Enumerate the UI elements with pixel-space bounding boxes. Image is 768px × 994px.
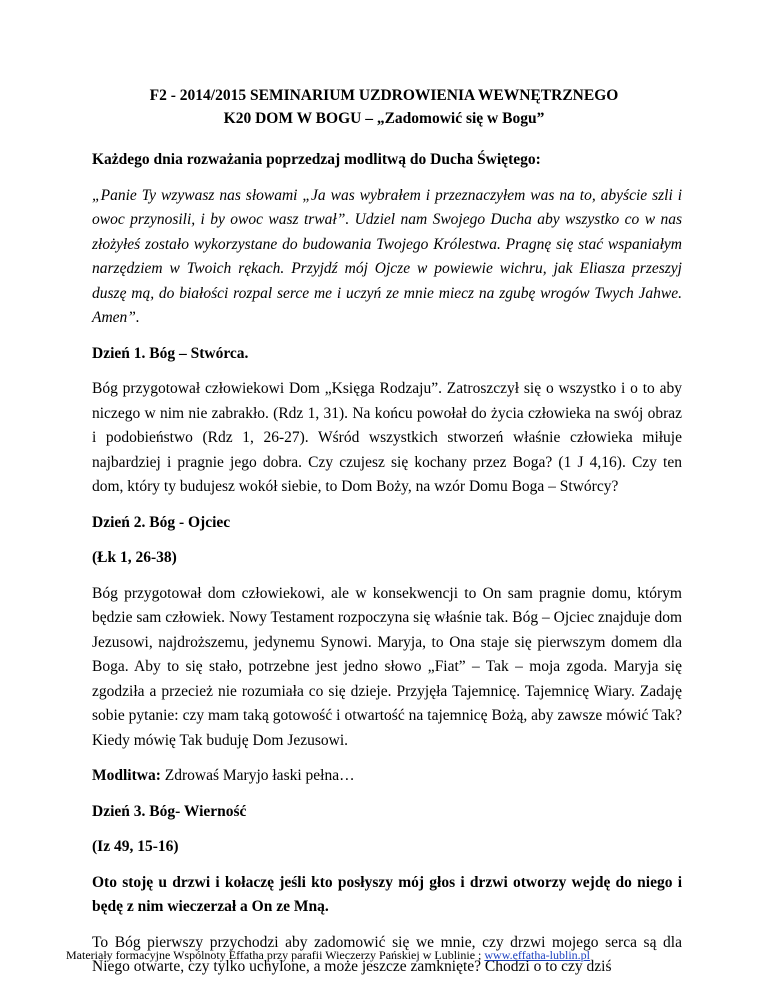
day1-text: Bóg przygotował człowiekowi Dom „Księga Rodzaju”. Zatroszczył się o wszystko i o to aby niczego w nim nie zabrakło. (Rdz 1, 31). Na końcu powołał do życia człowieka na swój obraz i podobieństwo (Rdz 1, 26-27). Wśród wszystkich stworzeń właśnie człowieka miłuje najbardziej i pragnie jego dobra. Czy czujesz się kochany przez Boga? (1 J 4,16). Czy ten dom, który ty budujesz wokół siebie, to Dom Boży, na wzór Domu Boga – Stwórcy? bbox=[92, 380, 682, 495]
opening-prayer: „Panie Ty wzywasz nas słowami „Ja was wybrałem i przeznaczyłem was na to, abyście szli i owoc przynosili, i by owoc wasz trwał”. Udziel nam Swojego Ducha aby wszystko co w nas złożyłeś zostało wykorzystane do budowania Twojego Królestwa. Pragnę się stać wspaniałym narzędziem w Twoich rękach. Przyjdź mój Ojcze w powiewie wichru, jak Eliasza przeszyj duszę mą, do białości rozpal serce me i uczyń ze mnie miecz na zgubę wrogów Twych Jahwe. Amen”. bbox=[92, 186, 682, 326]
day1-heading: Dzień 1. Bóg – Stwórca. bbox=[92, 344, 249, 362]
prayer-label: Modlitwa: bbox=[92, 767, 161, 784]
day2-prayer bbox=[92, 764, 682, 789]
prayer-text: Zdrowaś Maryjo łaski pełna… bbox=[160, 767, 355, 784]
footer-link[interactable]: www.effatha-lublin.pl bbox=[484, 948, 591, 962]
document-header bbox=[0, 84, 768, 130]
day3-heading: Dzień 3. Bóg- Wierność bbox=[92, 802, 247, 820]
day3-text: To Bóg pierwszy przychodzi aby zadomowić się we mnie, czy drzwi mojego serca są dla Niego otwarte, czy tylko uchylone, a może jeszcze zamknięte? Chodzi o to czy dziś bbox=[92, 933, 682, 975]
header-line-2: K20 DOM W BOGU – „Zadomowić się w Bogu” bbox=[223, 110, 545, 127]
day2-reference: (Łk 1, 26-38) bbox=[92, 549, 177, 566]
intro-heading: Każdego dnia rozważania poprzedzaj modlitwą do Ducha Świętego: bbox=[92, 151, 541, 168]
header-line-1: F2 - 2014/2015 SEMINARIUM UZDROWIENIA WEWNĘTRZNEGO bbox=[149, 87, 619, 104]
document-body bbox=[92, 148, 682, 991]
day3-quote: Oto stoję u drzwi i kołaczę jeśli kto posłyszy mój głos i drzwi otworzy wejdę do niego i będę z nim wieczerzał a On ze Mną. bbox=[92, 873, 682, 915]
day3-reference: (Iz 49, 15-16) bbox=[92, 838, 179, 855]
page-footer bbox=[66, 947, 666, 964]
day2-text: Bóg przygotował dom człowiekowi, ale w konsekwencji to On sam pragnie domu, którym będzie sam człowiek. Nowy Testament rozpoczyna się właśnie tak. Bóg – Ojciec znajduje dom Jezusowi, najdroższemu, jedynemu Synowi. Maryja, to Ona staje się pierwszym domem dla Boga. Aby to się stało, potrzebne jest jedno słowo „Fiat” – Tak – moja zgoda. Maryja się zgodziła a przecież nie rozumiała co się dzieje. Przyjęła Tajemnicę. Tajemnicę Wiary. Zadaję sobie pytanie: czy mam taką gotowość i otwartość na tajemnicę Bożą, aby zawsze mówić Tak? Kiedy mówię Tak buduję Dom Jezusowi. bbox=[92, 584, 682, 749]
footer-text: Materiały formacyjne Wspólnoty Effatha przy parafii Wieczerzy Pańskiej w Lublinie ; bbox=[66, 948, 485, 962]
day2-heading: Dzień 2. Bóg - Ojciec bbox=[92, 513, 231, 531]
